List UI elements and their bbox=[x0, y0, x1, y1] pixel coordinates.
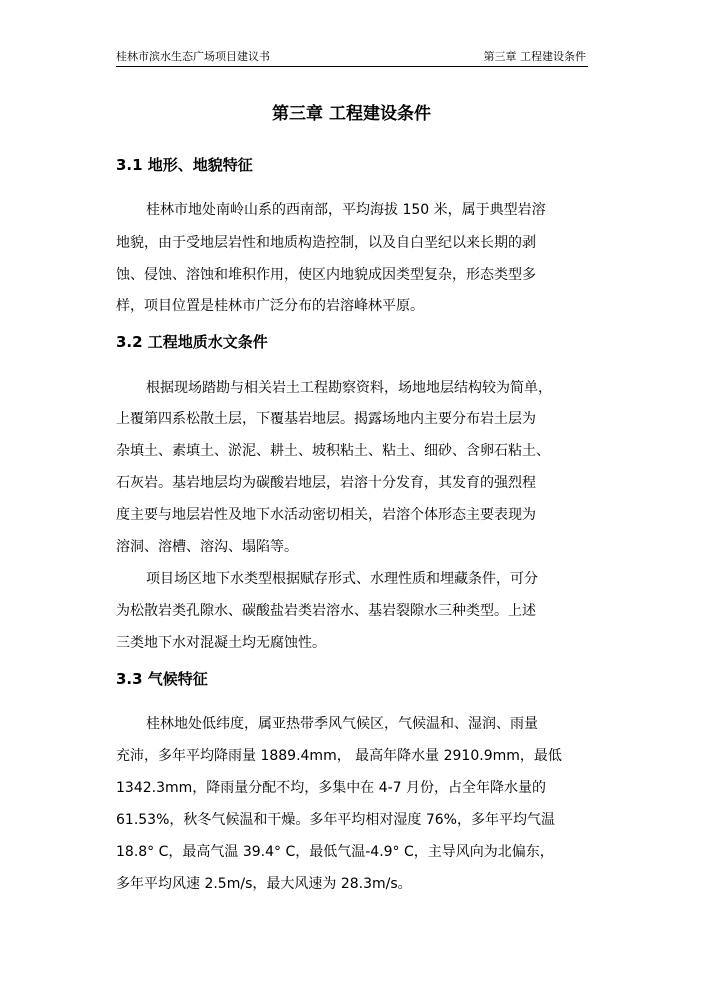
paragraph-line: 充沛，多年平均降雨量 1889.4mm， 最高年降水量 2910.9mm，最低 bbox=[116, 748, 562, 764]
paragraph-line: 石灰岩。基岩地层均为碳酸岩地层，岩溶十分发育，其发育的强烈程 bbox=[116, 475, 536, 491]
header-chapter-title: 第三章 工程建设条件 bbox=[483, 50, 586, 63]
paragraph-line: 度主要与地层岩性及地下水活动密切相关，岩溶个体形态主要表现为 bbox=[116, 507, 536, 523]
header-document-title: 桂林市滨水生态广场项目建议书 bbox=[116, 50, 270, 63]
paragraph-line: 多年平均风速 2.5m/s，最大风速为 28.3m/s。 bbox=[116, 876, 412, 892]
paragraph-line: 为松散岩类孔隙水、碳酸盐岩类岩溶水、基岩裂隙水三种类型。上述 bbox=[116, 603, 536, 619]
paragraph-line: 桂林地处低纬度，属亚热带季风气候区，气候温和、湿润、雨量 bbox=[146, 716, 538, 732]
section-heading: 3.3 气候特征 bbox=[116, 670, 208, 688]
paragraph-line: 样，项目位置是桂林市广泛分布的岩溶峰林平原。 bbox=[116, 298, 424, 314]
chapter-title: 第三章 工程建设条件 bbox=[272, 104, 431, 124]
paragraph-line: 地貌，由于受地层岩性和地质构造控制，以及自白垩纪以来长期的剥 bbox=[116, 235, 536, 251]
paragraph-line: 根据现场踏勘与相关岩土工程勘察资料，场地地层结构较为简单， bbox=[146, 380, 552, 396]
paragraph-line: 蚀、侵蚀、溶蚀和堆积作用，使区内地貌成因类型复杂，形态类型多 bbox=[116, 267, 536, 283]
paragraph-line: 18.8° C，最高气温 39.4° C，最低气温-4.9° C，主导风向为北偏东， bbox=[116, 844, 554, 860]
paragraph-line: 上覆第四系松散土层，下覆基岩地层。揭露场地内主要分布岩土层为 bbox=[116, 411, 536, 427]
section-heading: 3.1 地形、地貌特征 bbox=[116, 156, 253, 174]
paragraph-line: 三类地下水对混凝土均无腐蚀性。 bbox=[116, 635, 326, 651]
paragraph-line: 项目场区地下水类型根据赋存形式、水理性质和埋藏条件，可分 bbox=[146, 571, 538, 587]
paragraph-line: 1342.3mm，降雨量分配不均，多集中在 4-7 月份，占全年降水量的 bbox=[116, 780, 547, 796]
paragraph-line: 溶洞、溶槽、溶沟、塌陷等。 bbox=[116, 539, 298, 555]
page-header bbox=[116, 50, 588, 67]
paragraph-line: 61.53%，秋冬气候温和干燥。多年平均相对湿度 76%，多年平均气温 bbox=[116, 812, 555, 828]
paragraph-line: 杂填土、素填土、淤泥、耕土、坡积粘土、粘土、细砂、含卵石粘土、 bbox=[116, 443, 550, 459]
paragraph-line: 桂林市地处南岭山系的西南部，平均海拔 150 米，属于典型岩溶 bbox=[146, 202, 546, 218]
section-heading: 3.2 工程地质水文条件 bbox=[116, 333, 268, 351]
